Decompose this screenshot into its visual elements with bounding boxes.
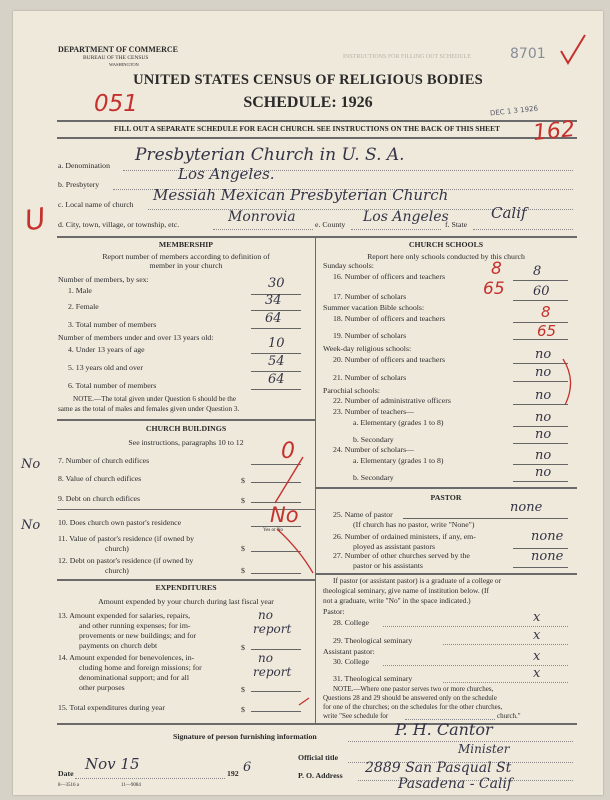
red-tick-mark: [297, 695, 311, 709]
membership-note1: NOTE.—The total given under Question 6 should be the: [73, 395, 237, 403]
q16-label: 16. Number of officers and teachers: [333, 272, 446, 281]
q24a-label: a. Elementary (grades 1 to 8): [353, 456, 444, 465]
form-title: UNITED STATES CENSUS OF RELIGIOUS BODIES: [133, 72, 483, 88]
denomination-label: a. Denomination: [58, 161, 110, 170]
q2-label: 2. Female: [68, 302, 99, 311]
q11-dollar: $: [241, 544, 245, 553]
official-title-label: Official title: [298, 753, 339, 762]
q31-label: 31. Theological seminary: [333, 674, 413, 683]
q30-value: x: [533, 649, 541, 664]
red-bracket-mark: [559, 355, 581, 409]
summer-schools-label: Summer vacation Bible schools:: [323, 303, 425, 312]
city-value: Monrovia: [228, 209, 296, 225]
q16-value: 8: [533, 264, 542, 279]
q14-value-no: no: [258, 651, 273, 665]
q9-label: 9. Debt on church edifices: [58, 494, 141, 503]
q26-line2: ployed as assistant pastors: [353, 542, 436, 551]
q25-note: (If church has no pastor, write "None"): [353, 520, 475, 529]
q14-line3: denominational support; and for all: [79, 673, 189, 682]
q24-label: 24. Number of scholars—: [333, 445, 414, 454]
year-prefix: 192: [227, 769, 239, 778]
instruction-rule: [57, 137, 577, 139]
q4-label: 4. Under 13 years of age: [68, 345, 145, 354]
denomination-value: Presbyterian Church in U. S. A.: [135, 145, 405, 165]
q6-value: 64: [268, 372, 285, 387]
q7-label: 7. Number of church edifices: [58, 456, 150, 465]
under-over-label: Number of members under and over 13 years old:: [58, 333, 214, 342]
print-code: 11—9084: [121, 783, 141, 788]
q23b-label: b. Secondary: [353, 435, 394, 444]
pastor-note2: Questions 28 and 29 should be answered only on the schedule: [323, 694, 497, 702]
pastor-note1: NOTE.—Where one pastor serves two or more churches,: [333, 685, 494, 693]
q22-value: no: [535, 388, 552, 403]
po-address-value: 2889 San Pasqual St: [365, 760, 512, 776]
assistant-pastor-label: Assistant pastor:: [323, 647, 375, 656]
q13-value-report: report: [253, 622, 292, 636]
q23-label: 23. Number of teachers—: [333, 407, 414, 416]
bureau-label: BUREAU OF THE CENSUS: [83, 55, 149, 61]
q27-line1: 27. Number of other churches served by the: [333, 551, 470, 560]
q31-value: x: [533, 666, 541, 681]
q17-value: 60: [533, 284, 550, 299]
q13-line1: 13. Amount expended for salaries, repairs,: [58, 611, 191, 620]
pastor-note4: write "See schedule for: [323, 712, 389, 720]
form-code: 8—3516 a: [58, 783, 79, 788]
date-label: Date: [58, 769, 74, 778]
q17-red-value: 65: [483, 279, 505, 299]
q2-value: 34: [265, 293, 282, 308]
date-received-stamp: DEC 1 3 1926: [489, 104, 539, 118]
membership-sub2: member in your church: [149, 261, 223, 270]
q22-label: 22. Number of administrative officers: [333, 396, 451, 405]
presbytery-label: b. Presbytery: [58, 180, 100, 189]
q24a-value: no: [535, 448, 552, 463]
q26-line1: 26. Number of ordained ministers, if any, em-: [333, 532, 476, 541]
q14-value-report: report: [253, 665, 292, 679]
signature-label: Signature of person furnishing information: [173, 732, 317, 741]
parochial-schools-label: Parochial schools:: [323, 386, 380, 395]
graduate-instruction1: If pastor (or assistant pastor) is a graduate of a college or: [333, 576, 502, 585]
pastor-note3: for one of the churches; on the schedules for the other churches,: [323, 703, 503, 711]
q14-line2: cluding home and foreign missions; for: [79, 663, 202, 672]
q18-label: 18. Number of officers and teachers: [333, 314, 446, 323]
by-sex-label: Number of members, by sex:: [58, 275, 149, 284]
q24b-label: b. Secondary: [353, 473, 394, 482]
date-value: Nov 15: [85, 755, 140, 773]
q5-label: 5. 13 years old and over: [68, 363, 143, 372]
q1-label: 1. Male: [68, 286, 92, 295]
county-label: e. County: [315, 220, 346, 229]
buildings-sub: See instructions, paragraphs 10 to 12: [128, 438, 244, 447]
schools-sub: Report here only schools conducted by this church: [367, 252, 525, 261]
q30-label: 30. College: [333, 657, 369, 666]
q13-line3: provements or new buildings; and for: [79, 631, 197, 640]
q14-line1: 14. Amount expended for benevolences, in-: [58, 653, 195, 662]
q11-label2: church): [105, 544, 129, 553]
official-title-value: Minister: [458, 742, 510, 756]
q21-label: 21. Number of scholars: [333, 373, 407, 382]
q27-value: none: [531, 549, 564, 564]
q21-value: no: [535, 365, 552, 380]
q20-label: 20. Number of officers and teachers: [333, 355, 446, 364]
q19-label: 19. Number of scholars: [333, 331, 407, 340]
schools-heading: CHURCH SCHOOLS: [408, 240, 484, 249]
pastor-note5: church.": [497, 712, 521, 720]
q12-dollar: $: [241, 566, 245, 575]
q29-value: x: [533, 628, 541, 643]
q25-label: 25. Name of pastor: [333, 510, 393, 519]
q23a-label: a. Elementary (grades 1 to 8): [353, 418, 444, 427]
q19-red-value: 65: [537, 322, 557, 340]
state-label: f. State: [445, 220, 468, 229]
signature-rule: [57, 723, 577, 725]
q11-label1: 11. Value of pastor's residence (if owned by: [58, 534, 195, 543]
q14-line4: other purposes: [79, 683, 125, 692]
sunday-schools-label: Sunday schools:: [323, 261, 374, 270]
q14-dollar: $: [241, 685, 245, 694]
po-address-line2: Pasadena - Calif: [398, 776, 513, 792]
q28-value: x: [533, 610, 541, 625]
q28-label: 28. College: [333, 618, 369, 627]
weekday-schools-label: Week-day religious schools:: [323, 344, 412, 353]
q13-dollar: $: [241, 643, 245, 652]
section-rule: [57, 236, 577, 238]
q8-label: 8. Value of church edifices: [58, 474, 142, 483]
q6-label: 6. Total number of members: [68, 381, 157, 390]
state-value: Calif: [491, 204, 527, 222]
local-name-value: Messiah Mexican Presbyterian Church: [153, 186, 449, 204]
membership-heading: MEMBERSHIP: [158, 240, 214, 249]
department-label: DEPARTMENT OF COMMERCE: [58, 45, 179, 54]
instruction-line: FILL OUT A SEPARATE SCHEDULE FOR EACH CHURCH. SEE INSTRUCTIONS ON THE BACK OF THIS SHEET: [114, 124, 500, 133]
q18-red-value: 8: [541, 303, 551, 321]
q12-label1: 12. Debt on pastor's residence (if owned by: [58, 556, 194, 565]
file-number-stamp: 8701: [510, 46, 546, 62]
checkmark-icon: [559, 33, 589, 69]
expenditures-sub: Amount expended by your church during last fiscal year: [98, 597, 274, 606]
center-divider: [315, 236, 316, 723]
q27-line2: pastor or his assistants: [353, 561, 423, 570]
q26-value: none: [531, 529, 564, 544]
po-address-label: P. O. Address: [298, 771, 343, 780]
margin-u-mark: U: [22, 201, 49, 238]
q10-margin-note: No: [21, 518, 41, 533]
faint-top-text: INSTRUCTIONS FOR FILLING OUT SCHEDULE: [343, 54, 471, 60]
q1-value: 30: [268, 276, 285, 291]
red-slash-mark: [269, 453, 309, 507]
census-form-sheet: [13, 11, 603, 795]
schedule-title: SCHEDULE: 1926: [243, 94, 373, 111]
yes-or-no-hint: Yes or No: [263, 528, 284, 533]
graduate-instruction3: not a graduate, write "No" in the space indicated.): [323, 596, 471, 605]
q16-red-value: 8: [491, 259, 502, 279]
q12-label2: church): [105, 566, 129, 575]
year-suffix: 6: [243, 760, 252, 775]
q20-value: no: [535, 347, 552, 362]
q4-value: 10: [268, 336, 285, 351]
q23b-value: no: [535, 427, 552, 442]
q5-value: 54: [268, 354, 285, 369]
county-value: Los Angeles: [363, 209, 449, 225]
q15-label: 15. Total expenditures during year: [58, 703, 165, 712]
local-name-label: c. Local name of church: [58, 200, 134, 209]
q24b-value: no: [535, 465, 552, 480]
buildings-heading: CHURCH BUILDINGS: [145, 424, 227, 433]
pastor-sub-label: Pastor:: [323, 607, 345, 616]
q25-value: none: [510, 500, 543, 515]
q17-label: 17. Number of scholars: [333, 292, 407, 301]
membership-note2: same as the total of males and females given under Question 3.: [58, 405, 240, 413]
q29-label: 29. Theological seminary: [333, 636, 413, 645]
membership-sub1: Report number of members according to definition of: [102, 252, 270, 261]
q13-line2: and other running expenses; for im-: [79, 621, 191, 630]
top-rule: [57, 120, 577, 122]
q15-dollar: $: [241, 705, 245, 714]
code-162: 162: [531, 116, 577, 147]
city-label: WASHINGTON: [109, 62, 139, 67]
pastor-heading: PASTOR: [430, 493, 462, 502]
red-slash-mark-2: [269, 519, 319, 577]
q13-value-no: no: [258, 608, 273, 622]
q3-value: 64: [265, 311, 282, 326]
q10-value: No: [270, 503, 299, 527]
graduate-instruction2: theological seminary, give name of institution below. (If: [323, 586, 489, 595]
q13-line4: payments on church debt: [79, 641, 158, 650]
signature-value: P. H. Cantor: [395, 720, 493, 739]
presbytery-value: Los Angeles.: [178, 165, 275, 183]
q7-margin-note: No: [21, 457, 41, 472]
schedule-number: 051: [94, 91, 138, 117]
q8-dollar: $: [241, 476, 245, 485]
q3-label: 3. Total number of members: [68, 320, 157, 329]
expenditures-heading: EXPENDITURES: [155, 583, 217, 592]
q9-dollar: $: [241, 496, 245, 505]
q10-label: 10. Does church own pastor's residence: [58, 518, 182, 527]
q7-value: 0: [281, 439, 295, 464]
q23a-value: no: [535, 410, 552, 425]
city-label: d. City, town, village, or township, etc.: [58, 220, 180, 229]
